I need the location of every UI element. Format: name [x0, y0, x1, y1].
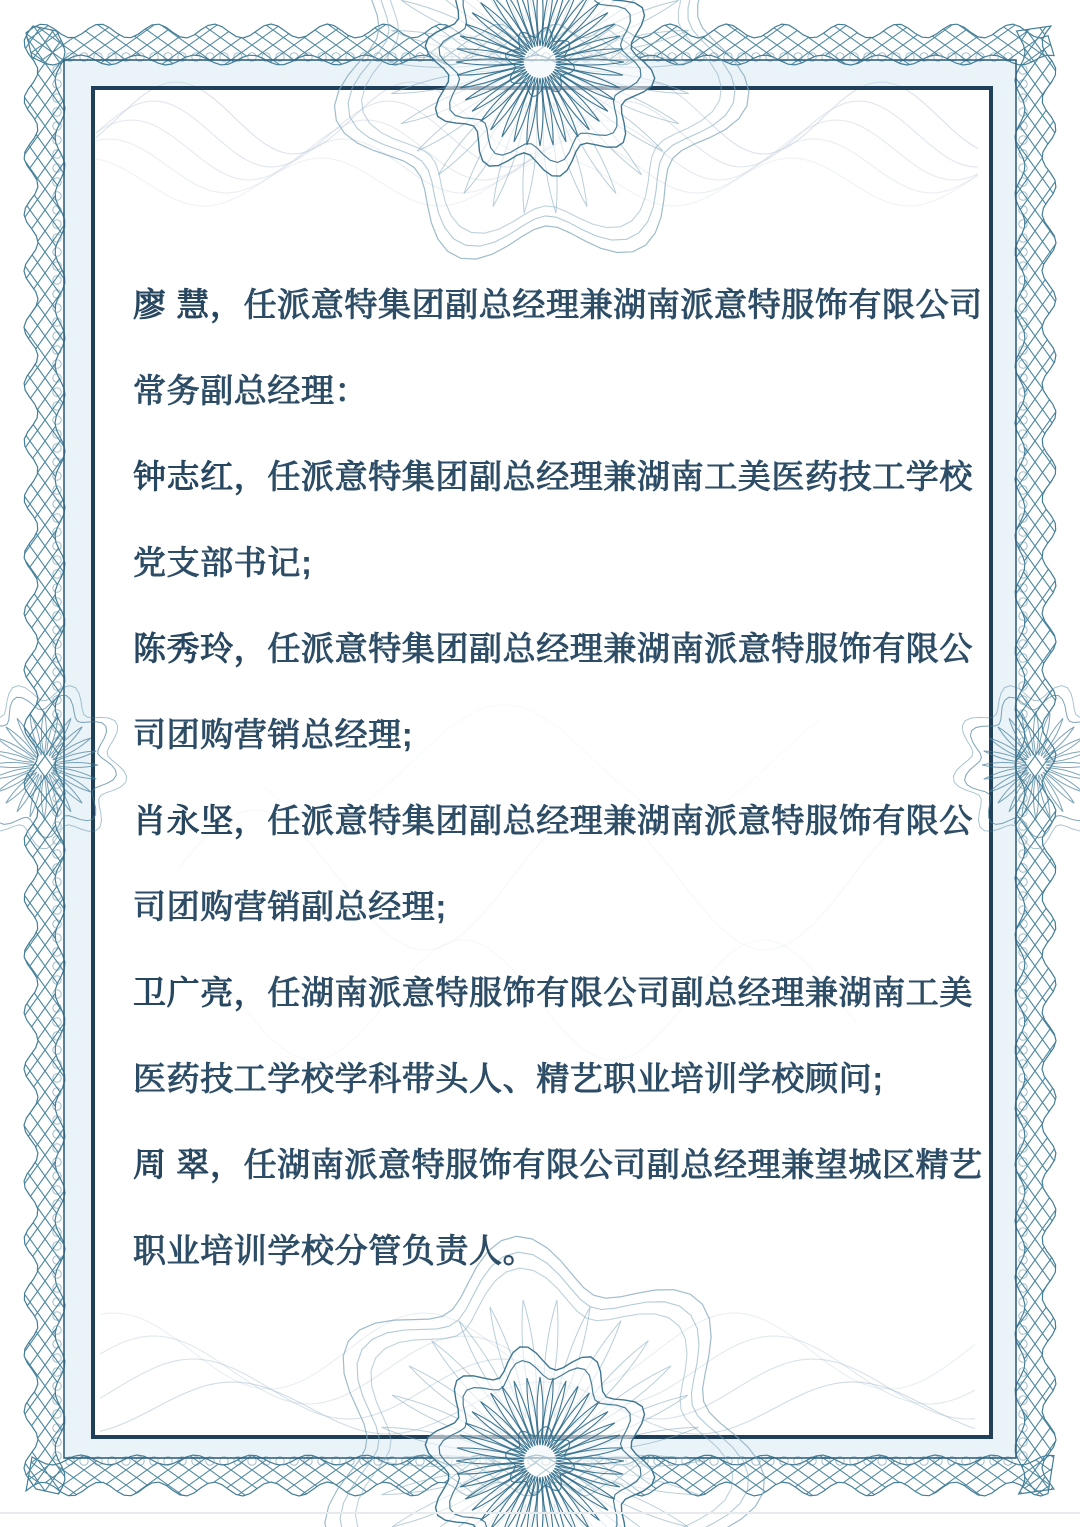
appointment-text: 任湖南派意特服饰有限公司副总经理兼湖南工美 [267, 974, 974, 1011]
appointment-text: 任派意特集团副总经理兼湖南派意特服饰有限公 [267, 630, 974, 667]
photo-edge-line [0, 1512, 1080, 1514]
appointment-text: 医药技工学校学科带头人、精艺职业培训学校顾问; [133, 1060, 884, 1097]
appointment-line [133, 434, 1003, 520]
appointment-line [133, 606, 1003, 692]
appointment-line [133, 864, 1003, 950]
appointments-text-block [133, 262, 1003, 1294]
appointment-text: 任派意特集团副总经理兼湖南工美医药技工学校 [267, 458, 974, 495]
person-name: 肖永坚， [133, 802, 268, 839]
appointment-text: 党支部书记; [133, 544, 313, 581]
appointment-line [133, 778, 1003, 864]
person-name: 卫广亮， [133, 974, 268, 1011]
appointment-line [133, 950, 1003, 1036]
appointment-text: 任派意特集团副总经理兼湖南派意特服饰有限公司 [243, 286, 983, 323]
appointment-line [133, 262, 1003, 348]
appointment-text: 任湖南派意特服饰有限公司副总经理兼望城区精艺 [243, 1146, 983, 1183]
person-name: 陈秀玲， [133, 630, 268, 667]
person-name: 周 翠， [133, 1146, 244, 1183]
appointment-text: 司团购营销副总经理; [133, 888, 447, 925]
appointment-line [133, 520, 1003, 606]
appointment-line [133, 348, 1003, 434]
appointment-text: 职业培训学校分管负责人。 [133, 1232, 537, 1269]
appointment-text: 任派意特集团副总经理兼湖南派意特服饰有限公 [267, 802, 974, 839]
appointment-text: 常务副总经理： [133, 372, 369, 409]
appointment-line [133, 1036, 1003, 1122]
person-name: 廖 慧， [133, 286, 244, 323]
appointment-text: 司团购营销总经理; [133, 716, 414, 753]
person-name: 钟志红， [133, 458, 268, 495]
appointment-line [133, 692, 1003, 778]
appointment-line [133, 1122, 1003, 1208]
appointment-line [133, 1208, 1003, 1294]
